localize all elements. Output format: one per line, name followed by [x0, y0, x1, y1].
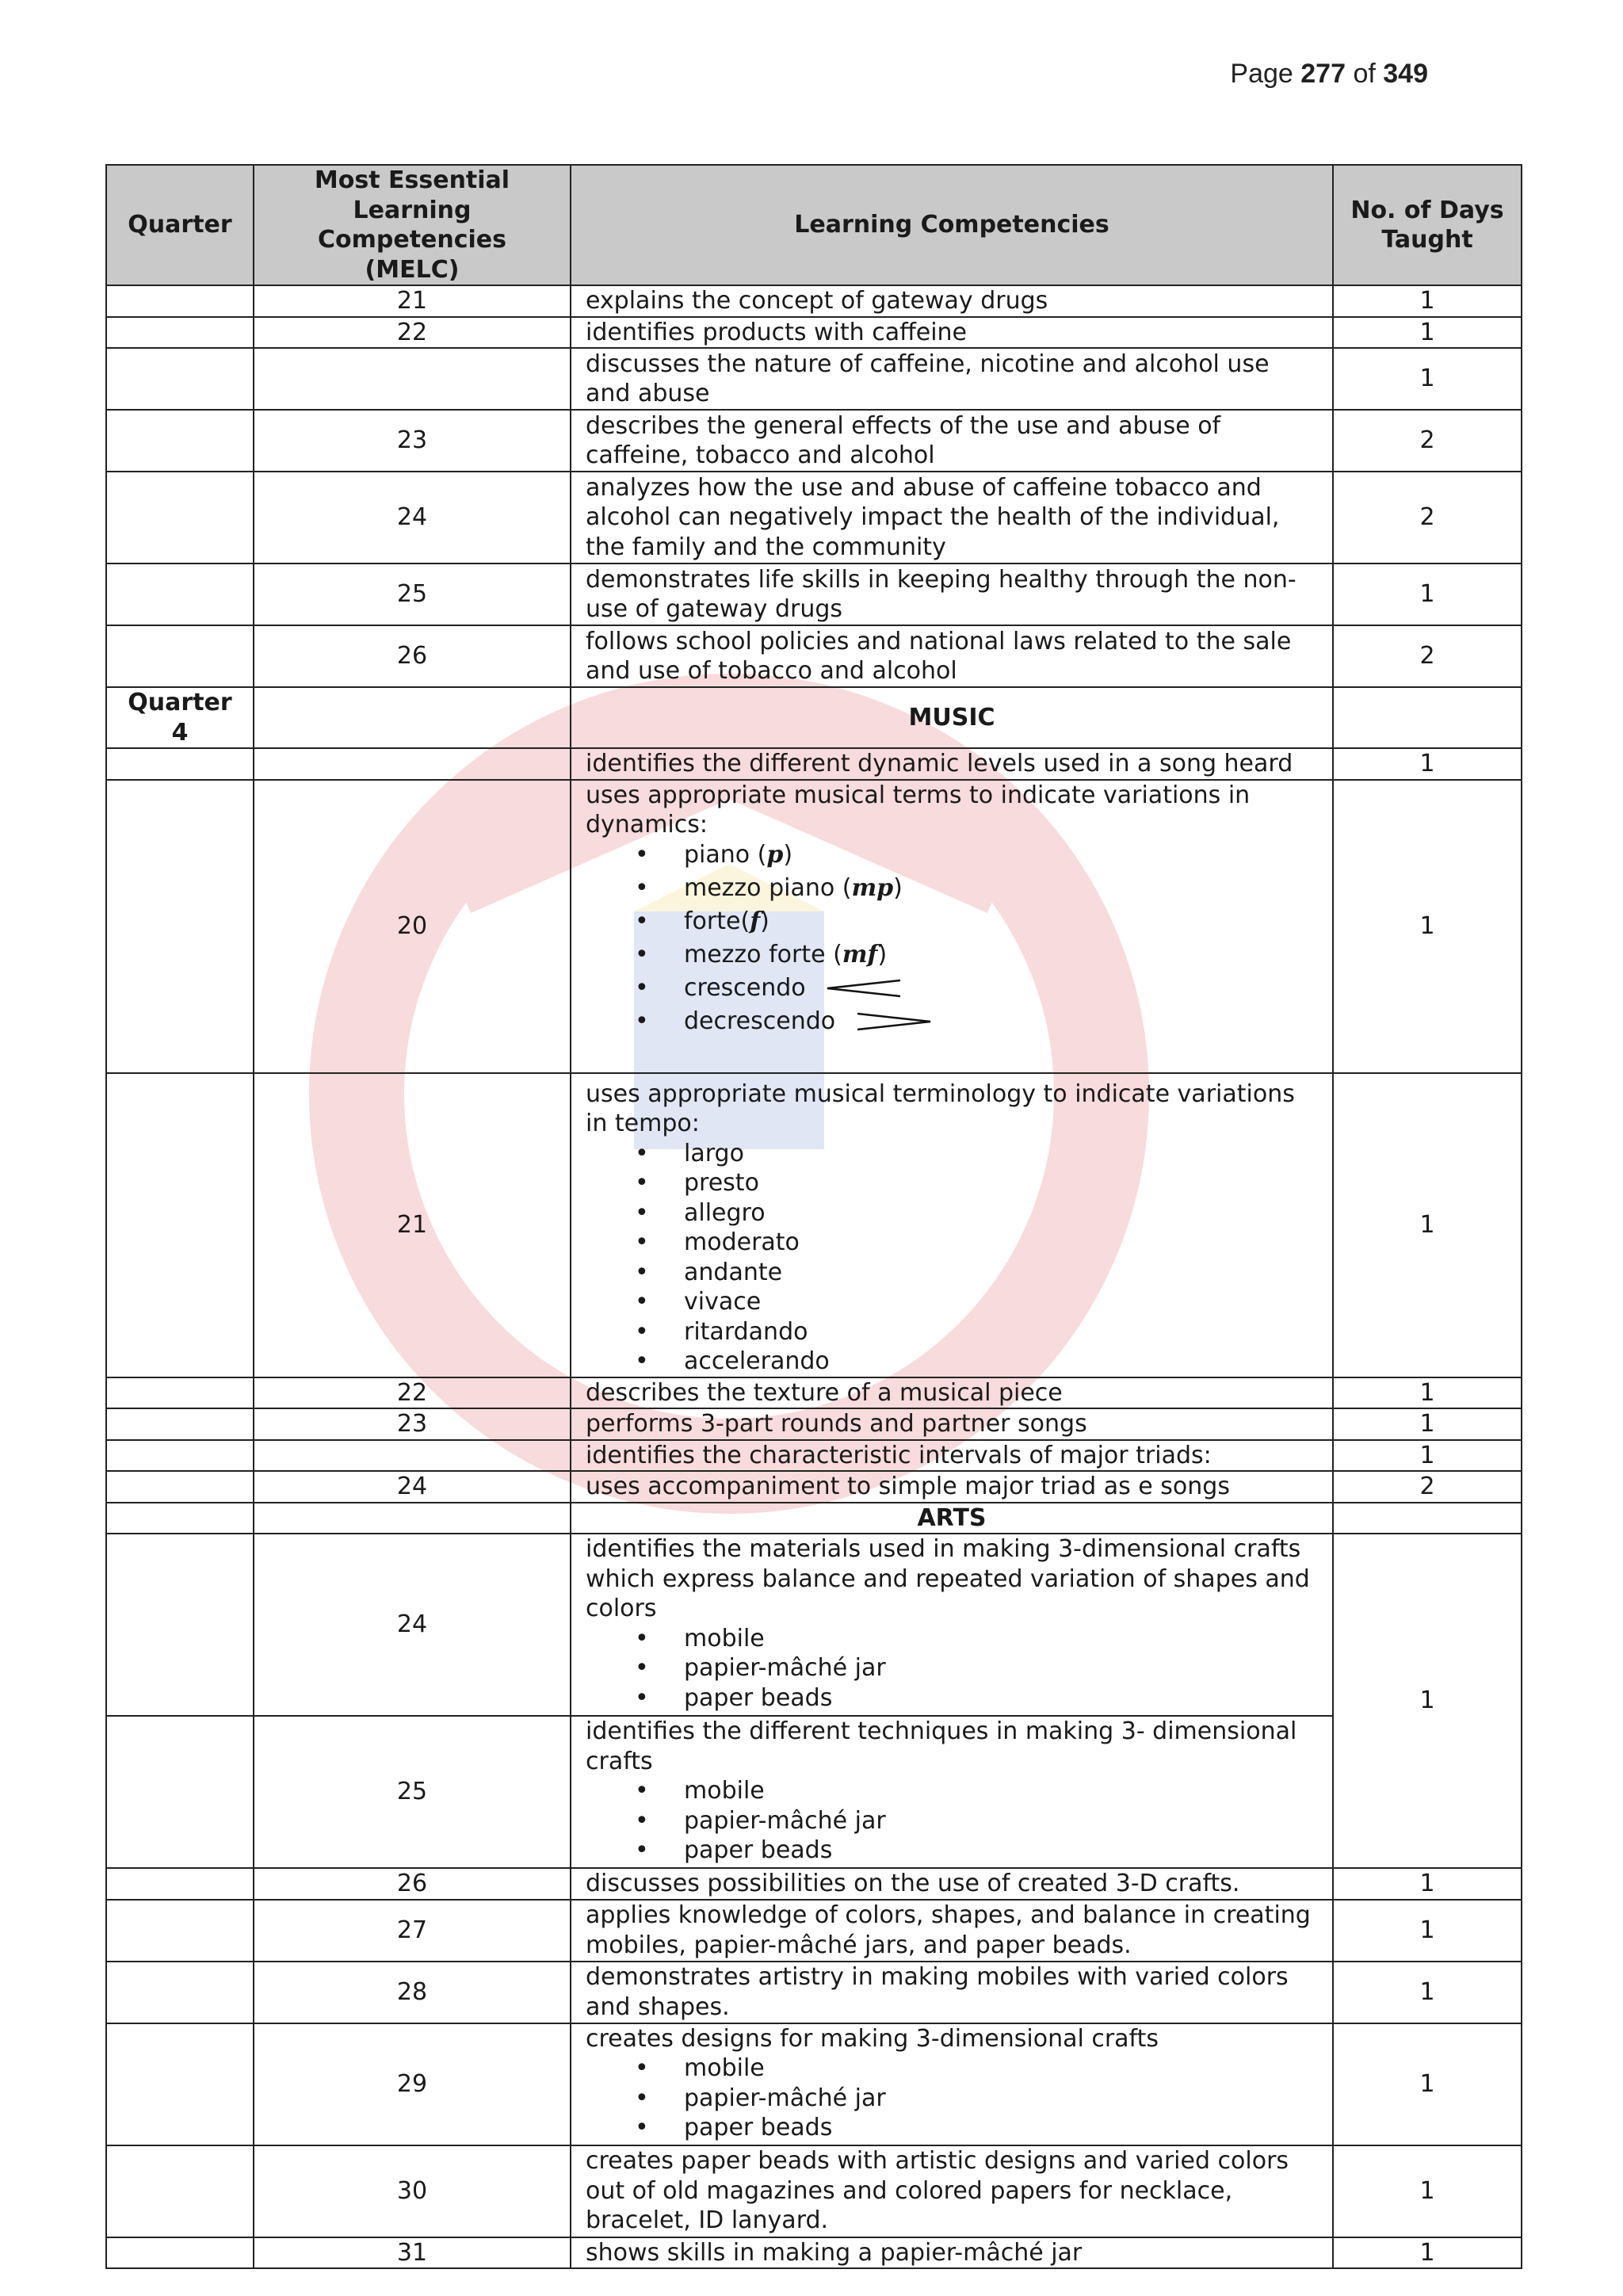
list-item: • decrescendo [586, 1007, 1318, 1040]
table-cell [106, 1868, 254, 1900]
table-cell [1333, 1503, 1522, 1534]
table-cell: 1 [1333, 1868, 1522, 1900]
table-cell [106, 625, 254, 687]
table-cell: 1 [1333, 1440, 1522, 1472]
list-item: • allegro [586, 1198, 1318, 1228]
table-row [106, 563, 1522, 625]
table-cell [106, 1377, 254, 1409]
table-cell [106, 1962, 254, 2023]
table-row [106, 625, 1522, 687]
table-cell: identifies the different techniques in making 3- dimensional crafts • mobile • papier-mâché jar • paper beads [571, 1716, 1333, 1868]
table-cell [1333, 687, 1522, 748]
table-cell: 21 [254, 285, 571, 317]
table-row [106, 1073, 1522, 1377]
table-row [106, 1440, 1522, 1472]
table-cell: 21 [254, 1073, 571, 1377]
section-row-arts [106, 1503, 1522, 1534]
crescendo-hairpin-icon [824, 978, 903, 999]
list-item: • mezzo piano (mp) [586, 873, 1318, 907]
table-cell: 24 [254, 1534, 571, 1716]
table-cell [254, 1440, 571, 1472]
table-row [106, 1900, 1522, 1962]
list-item: • paper beads [586, 1836, 1318, 1866]
list-item: • mobile [586, 1624, 1318, 1654]
table-cell [106, 317, 254, 349]
table-row [106, 2237, 1522, 2269]
table-cell: uses accompaniment to simple major triad as e songs [571, 1471, 1333, 1503]
table-cell [106, 1408, 254, 1440]
table-cell: creates paper beads with artistic designs and varied colors out of old magazines and colored papers for necklace, bracelet, ID lanyard. [571, 2145, 1333, 2237]
techniques-list [586, 1776, 1318, 1866]
table-cell: 1 [1333, 563, 1522, 625]
dynamics-list [586, 840, 1318, 1040]
table-cell: shows skills in making a papier-mâché jar [571, 2237, 1333, 2269]
table-cell: identifies the different dynamic levels used in a song heard [571, 748, 1333, 780]
table-cell: 1 [1333, 1962, 1522, 2023]
table-row [106, 1377, 1522, 1409]
list-item: • crescendo [586, 973, 1318, 1007]
table-cell: uses appropriate musical terms to indicate variations in dynamics: • piano (p) • mezzo piano (mp) • forte(f) • mezzo forte (mf) • crescendo • decrescendo [571, 780, 1333, 1073]
table-cell: 1 [1333, 780, 1522, 1073]
section-title-music: MUSIC [571, 687, 1333, 748]
table-cell: 22 [254, 317, 571, 349]
table-cell: explains the concept of gateway drugs [571, 285, 1333, 317]
table-cell: 1 [1333, 1534, 1522, 1868]
table-row [106, 472, 1522, 563]
header-quarter: Quarter [106, 165, 254, 285]
list-item: • forte(f) [586, 907, 1318, 940]
list-item: • accelerando [586, 1347, 1318, 1377]
table-cell: 1 [1333, 285, 1522, 317]
table-cell: demonstrates artistry in making mobiles with varied colors and shapes. [571, 1962, 1333, 2023]
table-cell: 25 [254, 1716, 571, 1868]
decrescendo-hairpin-icon [854, 1011, 934, 1032]
table-row [106, 1408, 1522, 1440]
table-cell: 29 [254, 2023, 571, 2145]
list-item: • vivace [586, 1287, 1318, 1317]
list-item: • mobile [586, 2053, 1318, 2084]
header-melc: Most Essential Learning Competencies (MELC) [254, 165, 571, 285]
table-row [106, 317, 1522, 349]
list-item: • presto [586, 1168, 1318, 1198]
table-cell [254, 687, 571, 748]
table-cell: analyzes how the use and abuse of caffeine tobacco and alcohol can negatively impact the health of the individual, the family and the community [571, 472, 1333, 563]
table-cell: 27 [254, 1900, 571, 1962]
table-cell [106, 1503, 254, 1534]
table-row [106, 780, 1522, 1073]
table-row [106, 1868, 1522, 1900]
table-cell: 2 [1333, 625, 1522, 687]
table-cell: uses appropriate musical terminology to indicate variations in tempo: • largo • presto • allegro • moderato • andante • vivace • ritardando • accelerando [571, 1073, 1333, 1377]
table-cell: 30 [254, 2145, 571, 2237]
table-cell [106, 2237, 254, 2269]
table-cell: 1 [1333, 1900, 1522, 1962]
table-cell: 20 [254, 780, 571, 1073]
table-cell: creates designs for making 3-dimensional crafts • mobile • papier-mâché jar • paper beads [571, 2023, 1333, 2145]
table-cell: 24 [254, 1471, 571, 1503]
table-cell: 1 [1333, 2145, 1522, 2237]
table-cell: 1 [1333, 1377, 1522, 1409]
melc-table [105, 164, 1522, 2269]
list-item: • largo [586, 1139, 1318, 1169]
list-item: • paper beads [586, 2113, 1318, 2143]
quarter-label: Quarter 4 [106, 687, 254, 748]
list-item: • andante [586, 1258, 1318, 1288]
table-cell [254, 748, 571, 780]
list-item: • piano (p) [586, 840, 1318, 873]
table-cell: 25 [254, 563, 571, 625]
table-cell: 31 [254, 2237, 571, 2269]
table-cell: 22 [254, 1377, 571, 1409]
table-cell: identifies the materials used in making 3-dimensional crafts which express balance and repeated variation of shapes and colors • mobile • papier-mâché jar • paper beads [571, 1534, 1333, 1716]
table-cell [106, 2023, 254, 2145]
table-header-row [106, 165, 1522, 285]
table-cell [106, 1716, 254, 1868]
table-row [106, 748, 1522, 780]
list-item: • mobile [586, 1776, 1318, 1806]
table-cell: 23 [254, 1408, 571, 1440]
table-row [106, 1716, 1522, 1868]
materials-list [586, 1624, 1318, 1713]
table-cell: identifies products with caffeine [571, 317, 1333, 349]
page-number: Page 277 of 349 [1230, 59, 1428, 89]
table-cell: 23 [254, 410, 571, 472]
table-cell [254, 1503, 571, 1534]
table-cell: follows school policies and national laws related to the sale and use of tobacco and alcohol [571, 625, 1333, 687]
table-cell: 1 [1333, 2023, 1522, 2145]
list-item: • ritardando [586, 1317, 1318, 1347]
table-cell [106, 348, 254, 410]
table-cell: applies knowledge of colors, shapes, and balance in creating mobiles, papier-mâché jars, and paper beads. [571, 1900, 1333, 1962]
table-cell: 2 [1333, 472, 1522, 563]
designs-list [586, 2053, 1318, 2143]
table-cell: discusses the nature of caffeine, nicotine and alcohol use and abuse [571, 348, 1333, 410]
table-cell [106, 563, 254, 625]
list-item: • papier-mâché jar [586, 1653, 1318, 1683]
list-item: • paper beads [586, 1683, 1318, 1713]
table-cell: 1 [1333, 748, 1522, 780]
table-cell [254, 348, 571, 410]
table-cell: identifies the characteristic intervals of major triads: [571, 1440, 1333, 1472]
table-cell [106, 1900, 254, 1962]
table-cell: 2 [1333, 410, 1522, 472]
table-cell: 1 [1333, 348, 1522, 410]
header-days: No. of Days Taught [1333, 165, 1522, 285]
table-row [106, 410, 1522, 472]
table-cell [106, 472, 254, 563]
table-row [106, 1534, 1522, 1716]
table-cell: performs 3-part rounds and partner songs [571, 1408, 1333, 1440]
table-cell: 28 [254, 1962, 571, 2023]
table-cell: 26 [254, 1868, 571, 1900]
table-cell [106, 2145, 254, 2237]
table-cell [106, 1534, 254, 1716]
table-cell [106, 1073, 254, 1377]
table-row [106, 1962, 1522, 2023]
table-cell [106, 410, 254, 472]
table-cell: 1 [1333, 1073, 1522, 1377]
table-cell: 1 [1333, 317, 1522, 349]
table-cell: 26 [254, 625, 571, 687]
table-cell: describes the texture of a musical piece [571, 1377, 1333, 1409]
table-cell: 1 [1333, 2237, 1522, 2269]
section-title-arts: ARTS [571, 1503, 1333, 1534]
table-cell: demonstrates life skills in keeping healthy through the non-use of gateway drugs [571, 563, 1333, 625]
table-cell: 1 [1333, 1408, 1522, 1440]
table-row [106, 2145, 1522, 2237]
table-cell [106, 285, 254, 317]
table-row [106, 1471, 1522, 1503]
list-item: • mezzo forte (mf) [586, 940, 1318, 973]
table-cell [106, 780, 254, 1073]
list-item: • moderato [586, 1228, 1318, 1258]
table-cell [106, 748, 254, 780]
table-row [106, 285, 1522, 317]
list-item: • papier-mâché jar [586, 1806, 1318, 1836]
table-cell [106, 1440, 254, 1472]
table-cell: 2 [1333, 1471, 1522, 1503]
header-competencies: Learning Competencies [571, 165, 1333, 285]
table-cell: describes the general effects of the use and abuse of caffeine, tobacco and alcohol [571, 410, 1333, 472]
table-row [106, 348, 1522, 410]
table-row [106, 2023, 1522, 2145]
table-cell: 24 [254, 472, 571, 563]
list-item: • papier-mâché jar [586, 2084, 1318, 2114]
table-cell [106, 1471, 254, 1503]
table-cell: discusses possibilities on the use of created 3-D crafts. [571, 1868, 1333, 1900]
tempo-list [586, 1139, 1318, 1377]
section-row-music [106, 687, 1522, 748]
